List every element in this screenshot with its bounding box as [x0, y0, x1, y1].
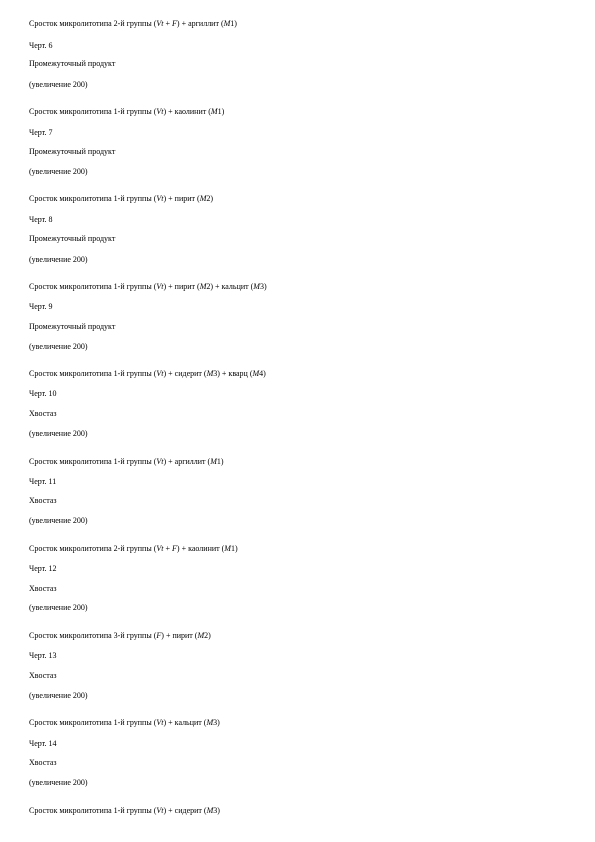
product-label: Промежуточный продукт: [29, 234, 116, 243]
product-label: Промежуточный продукт: [29, 59, 116, 68]
chart-number: Черт. 11: [29, 477, 57, 486]
product-label: Хвостаз: [29, 671, 57, 680]
magnification-note: (увеличение 200): [29, 80, 88, 89]
product-label: Промежуточный продукт: [29, 147, 116, 156]
caption-chart-14: Сросток микролитотипа 1-й группы (Vt) + кальцит (M3): [29, 718, 220, 727]
magnification-note: (увеличение 200): [29, 691, 88, 700]
chart-number: Черт. 6: [29, 41, 53, 50]
caption-next: Сросток микролитотипа 1-й группы (Vt) + сидерит (M3): [29, 806, 220, 815]
product-label: Промежуточный продукт: [29, 322, 116, 331]
product-label: Хвостаз: [29, 496, 57, 505]
chart-number: Черт. 10: [29, 389, 57, 398]
product-label: Хвостаз: [29, 409, 57, 418]
caption-chart-10: Сросток микролитотипа 1-й группы (Vt) + сидерит (M3) + кварц (M4): [29, 369, 266, 378]
chart-number: Черт. 12: [29, 564, 57, 573]
chart-number: Черт. 7: [29, 128, 53, 137]
caption-chart-11: Сросток микролитотипа 1-й группы (Vt) + аргиллит (M1): [29, 457, 224, 466]
magnification-note: (увеличение 200): [29, 255, 88, 264]
caption-chart-9: Сросток микролитотипа 1-й группы (Vt) + пирит (M2) + кальцит (M3): [29, 282, 267, 291]
caption-chart-8: Сросток микролитотипа 1-й группы (Vt) + пирит (M2): [29, 194, 214, 203]
magnification-note: (увеличение 200): [29, 778, 88, 787]
magnification-note: (увеличение 200): [29, 342, 88, 351]
product-label: Хвостаз: [29, 584, 57, 593]
chart-number: Черт. 13: [29, 651, 57, 660]
caption-chart-7: Сросток микролитотипа 1-й группы (Vt) + каолинит (M1): [29, 107, 225, 116]
magnification-note: (увеличение 200): [29, 516, 88, 525]
magnification-note: (увеличение 200): [29, 167, 88, 176]
magnification-note: (увеличение 200): [29, 603, 88, 612]
caption-chart-13: Сросток микролитотипа 3-й группы (F) + пирит (M2): [29, 631, 211, 640]
chart-number: Черт. 9: [29, 302, 53, 311]
product-label: Хвостаз: [29, 758, 57, 767]
magnification-note: (увеличение 200): [29, 429, 88, 438]
chart-number: Черт. 8: [29, 215, 53, 224]
chart-number: Черт. 14: [29, 739, 57, 748]
caption-chart-6: Сросток микролитотипа 2-й группы (Vt + F) + аргиллит (M1): [29, 19, 237, 28]
caption-chart-12: Сросток микролитотипа 2-й группы (Vt + F) + каолинит (M1): [29, 544, 238, 553]
